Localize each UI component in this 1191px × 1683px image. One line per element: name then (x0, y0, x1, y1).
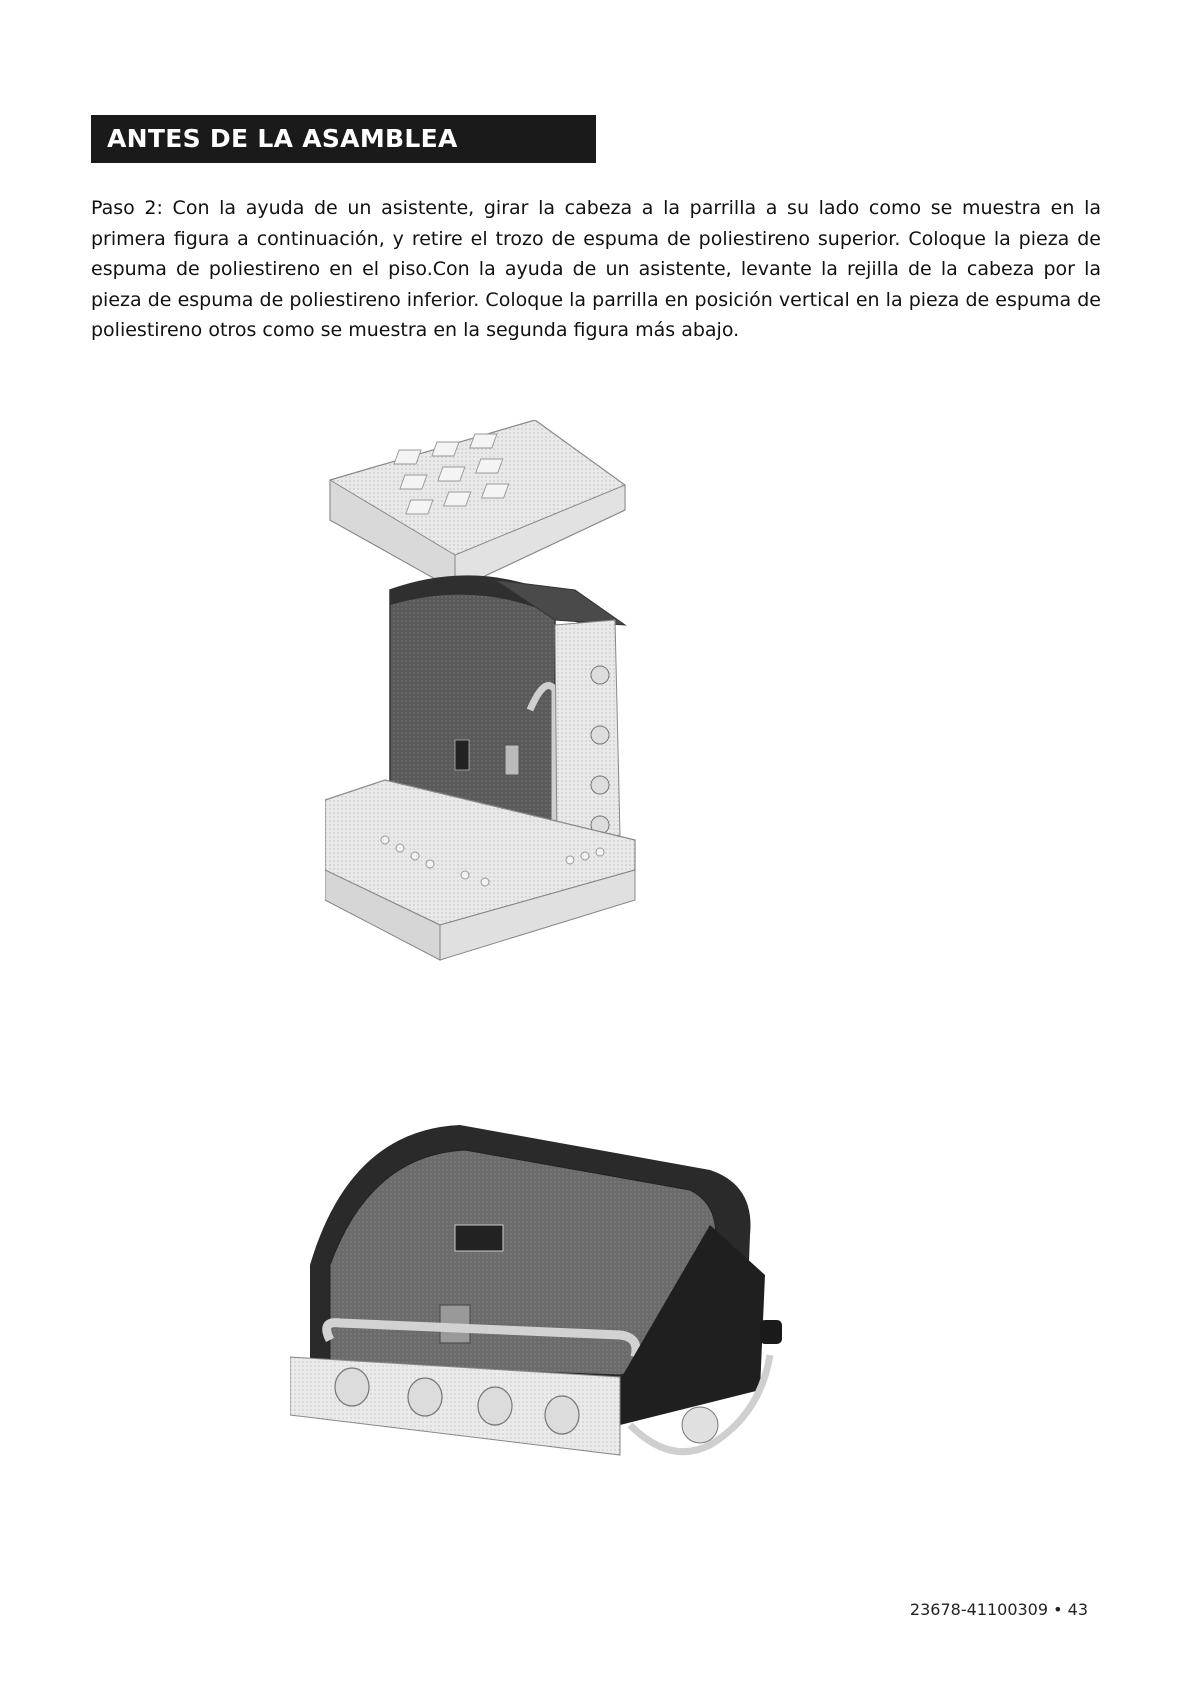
section-title: ANTES DE LA ASAMBLEA (107, 124, 458, 153)
section-header (91, 115, 596, 163)
page-footer (910, 1600, 1088, 1619)
figure-grill-head-upright (290, 1125, 850, 1510)
page-number: 23678-41100309 • 43 (909, 1600, 1088, 1619)
step-paragraph: Paso 2: Con la ayuda de un asistente, girar la cabeza a la parrilla a su lado como se muestra en la primera figura a continuación, y retire el trozo de espuma de poliestireno superior. Coloque la pieza de espuma de poliestireno en el piso.Con la ayuda de un asistente, levante la rejilla de la cabeza por la pieza de espuma de poliestireno inferior. Coloque la parrilla en posición vertical en la pieza de espuma de poliestireno otros como se muestra en la segunda figura más abajo. (91, 197, 1101, 341)
control-panel (555, 620, 620, 845)
top-foam-block (330, 420, 625, 590)
figure-grill-head-in-foam (325, 420, 695, 1010)
